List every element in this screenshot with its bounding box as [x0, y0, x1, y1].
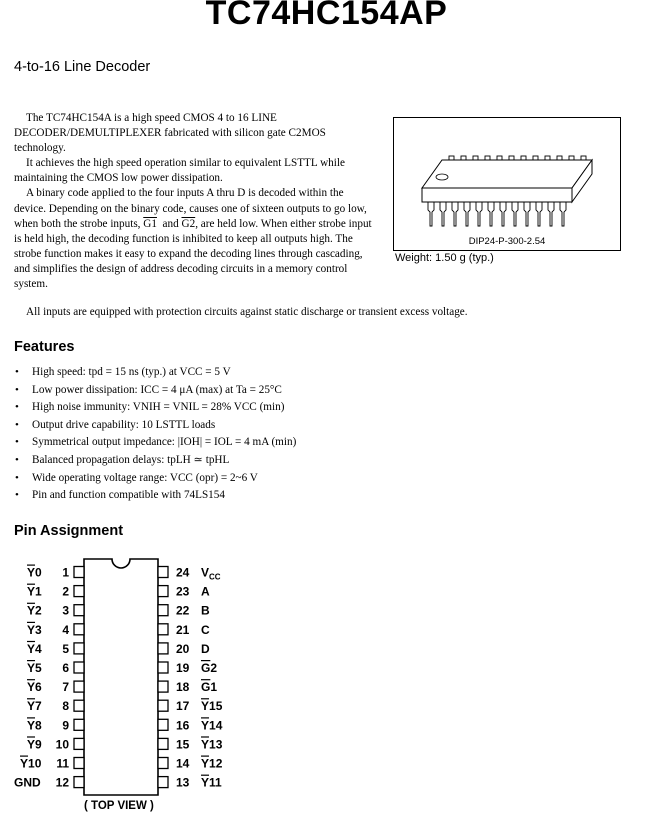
description-paragraph-3 — [14, 186, 374, 292]
pin-2-name: Y1 — [27, 584, 42, 599]
pin-8-name: Y7 — [27, 699, 42, 714]
package-image-box — [393, 117, 621, 251]
pin-10-number: 10 — [55, 737, 69, 752]
pin-17-name: Y15 — [201, 699, 223, 714]
pin-20-number: 20 — [176, 641, 190, 656]
pin-7-lead — [74, 681, 84, 692]
pin-9-number: 9 — [62, 718, 69, 733]
pin-8-lead — [74, 700, 84, 711]
pin-3-lead — [74, 605, 84, 616]
pin-11-name: Y10 — [20, 756, 42, 771]
pin-7-number: 7 — [62, 680, 69, 695]
pin-23-lead — [158, 586, 168, 597]
pin-1-lead — [74, 567, 84, 578]
pin-24-lead — [158, 567, 168, 578]
pin-6-number: 6 — [62, 661, 69, 675]
pin-24-number: 24 — [176, 565, 190, 580]
pin-2-lead — [74, 586, 84, 597]
pin-21-number: 21 — [176, 622, 190, 637]
pin-22-lead — [158, 605, 168, 616]
pin-7-name: Y6 — [27, 680, 42, 695]
pin-17-number: 17 — [176, 699, 190, 714]
pin-19-number: 19 — [176, 661, 190, 675]
document-title: TC74HC154AP — [205, 0, 448, 32]
strobe-g2-label: G2 — [181, 217, 196, 230]
pin-11-number: 11 — [56, 756, 69, 771]
pin-20-lead — [158, 643, 168, 654]
pin-6-name: Y5 — [27, 661, 42, 675]
pin-12-lead — [74, 777, 84, 788]
pin-14-name: Y12 — [201, 756, 223, 771]
pin-21-lead — [158, 624, 168, 635]
pin-20-name: D — [201, 641, 210, 656]
ic-body — [84, 559, 158, 795]
pin-1-number: 1 — [62, 565, 69, 580]
features-list — [14, 364, 296, 505]
pin-15-name: Y13 — [201, 737, 223, 752]
pin-9-name: Y8 — [27, 718, 42, 733]
pin-15-lead — [158, 738, 168, 749]
feature-item: • High noise immunity: VNIH = VNIL = 28% VCC (min) — [14, 399, 296, 417]
feature-item: • Low power dissipation: ICC = 4 μA (max) at Ta = 25°C — [14, 382, 296, 400]
pin-12-name: GND — [14, 775, 41, 790]
description-text — [14, 111, 374, 292]
pin-16-number: 16 — [176, 718, 190, 733]
pin-23-name: A — [201, 584, 210, 599]
description-paragraph-3-part-a: A binary code applied to the four inputs A thru D is decoded within the device. Depending on the binary code, causes one of sixteen outputs to go low, when both the strobe inputs, — [14, 187, 367, 230]
top-view-label: ( TOP VIEW ) — [84, 800, 154, 812]
pin-1-name: Y0 — [27, 565, 42, 580]
pin-10-lead — [74, 738, 84, 749]
pin-3-name: Y2 — [27, 603, 42, 618]
description-paragraph-2: It achieves the high speed operation similar to equivalent LSTTL while maintaining the CMOS low power dissipation. — [14, 157, 345, 185]
pin-assignment-diagram — [0, 555, 260, 800]
pin-14-number: 14 — [176, 756, 190, 771]
pin-24-name: $V_{CC}$ — [201, 565, 221, 582]
pin-22-number: 22 — [176, 603, 190, 618]
pin-assignment-heading: Pin Assignment — [14, 523, 124, 539]
pin-4-name: Y3 — [27, 622, 42, 637]
feature-item: • Output drive capability: 10 LSTTL loads — [14, 417, 296, 435]
pin-18-lead — [158, 681, 168, 692]
description-and: and — [162, 217, 179, 230]
feature-item: • Pin and function compatible with 74LS154 — [14, 487, 296, 505]
pin-15-number: 15 — [176, 737, 190, 752]
pin-18-number: 18 — [176, 680, 190, 695]
pin-19-lead — [158, 662, 168, 673]
pin-2-number: 2 — [62, 584, 69, 599]
pin-12-number: 12 — [55, 775, 69, 790]
pin-5-name: Y4 — [27, 641, 42, 656]
feature-item: • High speed: tpd = 15 ns (typ.) at VCC = 5 V — [14, 364, 296, 382]
dip-package-illustration — [394, 126, 620, 246]
description-paragraph-4: All inputs are equipped with protection circuits against static discharge or transient excess voltage. — [26, 306, 468, 318]
pin-4-lead — [74, 624, 84, 635]
pin-6-lead — [74, 662, 84, 673]
pin-8-number: 8 — [62, 699, 69, 714]
pin-13-name: Y11 — [201, 775, 222, 790]
pin-18-name: G1 — [201, 680, 218, 695]
description-paragraph-3-part-b: , are held low. When either strobe input is held high, the decoding function is inhibited to keep all outputs high. The strobe function makes it easy to expand the decoding lines through cascading, and simplifies the design of address decoding circuits in a memory control system. — [14, 217, 372, 291]
pin-23-number: 23 — [176, 584, 190, 599]
pin-16-name: Y14 — [201, 718, 223, 733]
description-paragraph-1: The TC74HC154A is a high speed CMOS 4 to 16 LINE DECODER/DEMULTIPLEXER fabricated with silicon gate C2MOS technology. — [14, 112, 326, 155]
pin-19-name: G2 — [201, 661, 218, 675]
pin-21-name: C — [201, 622, 210, 637]
features-heading: Features — [14, 339, 75, 355]
pin-11-lead — [74, 758, 84, 769]
pin-16-lead — [158, 719, 168, 730]
feature-item: • Symmetrical output impedance: |IOH| = IOL = 4 mA (min) — [14, 434, 296, 452]
feature-item: • Wide operating voltage range: VCC (opr) = 2~6 V — [14, 470, 296, 488]
pin-4-number: 4 — [62, 622, 69, 637]
pin-5-lead — [74, 643, 84, 654]
strobe-g1-label: G1 — [143, 217, 157, 230]
package-code-label: DIP24-P-300-2.54 — [468, 236, 546, 247]
pin-13-lead — [158, 777, 168, 788]
pin-14-lead — [158, 758, 168, 769]
pin-22-name: B — [201, 603, 210, 618]
pin-10-name: Y9 — [27, 737, 42, 752]
feature-item: • Balanced propagation delays: tpLH ≃ tpHL — [14, 452, 296, 470]
pin-9-lead — [74, 719, 84, 730]
pin-13-number: 13 — [176, 775, 190, 790]
pin-17-lead — [158, 700, 168, 711]
package-weight: Weight: 1.50 g (typ.) — [395, 252, 494, 264]
document-subtitle: 4-to-16 Line Decoder — [14, 59, 151, 75]
pin-5-number: 5 — [62, 641, 69, 656]
pin-3-number: 3 — [62, 603, 69, 618]
